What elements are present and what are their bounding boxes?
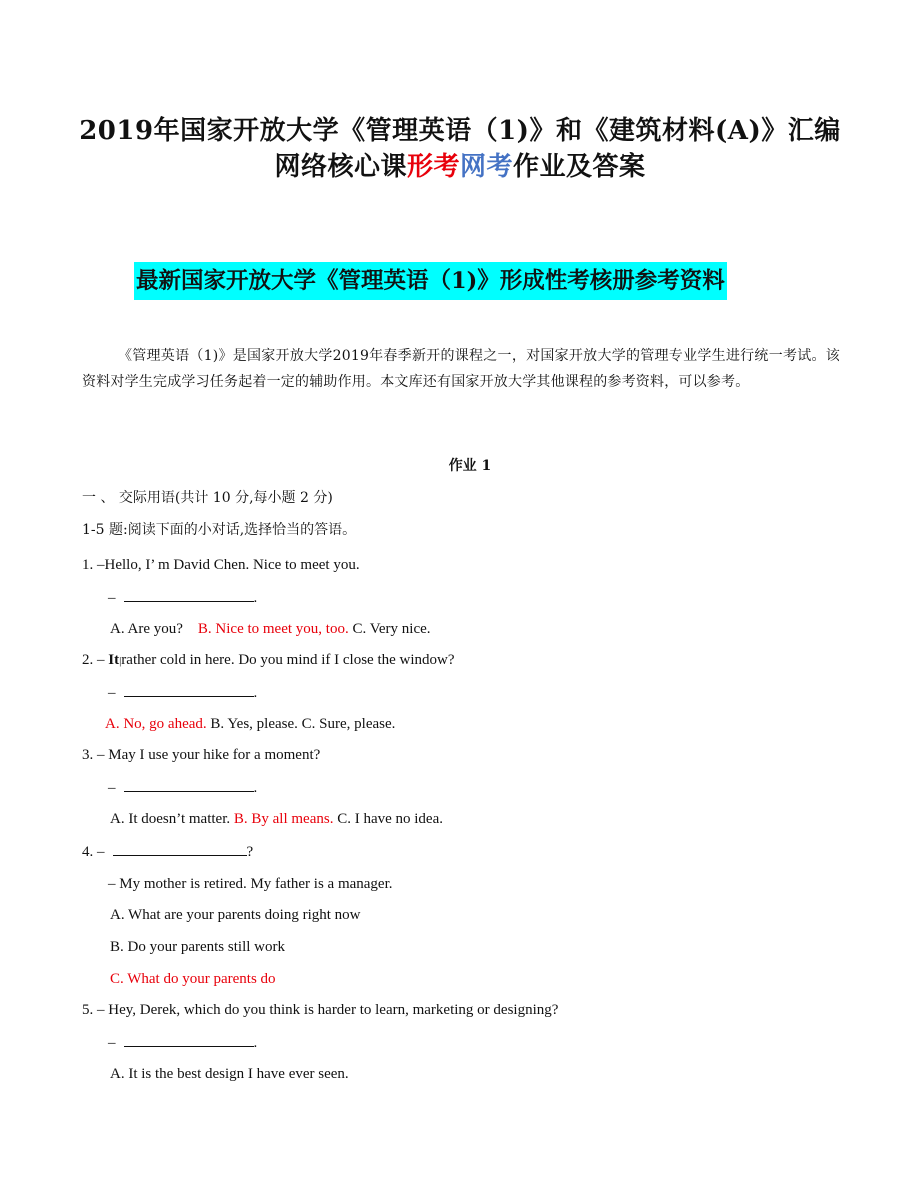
section-heading: 一 、 交际用语(共计 10 分,每小题 2 分) xyxy=(82,490,333,506)
question-5-option-a: A. It is the best design I have ever seen. xyxy=(110,1066,349,1082)
option-b: B. Yes, please. xyxy=(210,716,298,732)
option-c: C. I have no idea. xyxy=(337,811,444,827)
reply-period: . xyxy=(253,590,258,606)
question-4-reply: – My mother is retired. My father is a manager. xyxy=(108,876,393,892)
answer-blank xyxy=(124,1032,254,1047)
question-4-option-c-correct: C. What do your parents do xyxy=(110,971,276,987)
intro-paragraph: 《管理英语（1)》是国家开放大学2019年春季新开的课程之一，对国家开放大学的管理专业学生进行统一考试。该资料对学生完成学习任务起着一定的辅助作用。本文库还有国家开放大学其他课程的参考资料，可以参考。 xyxy=(82,348,840,390)
answer-blank xyxy=(124,587,254,602)
question-1: 1. –Hello, I’ m David Chen. Nice to meet you. xyxy=(82,557,360,573)
section-instruction: 1-5 题:阅读下面的小对话,选择恰当的答语。 xyxy=(82,522,357,538)
reply-dash: – xyxy=(108,1035,116,1051)
reply-dash: – xyxy=(108,590,116,606)
option-c: C. Sure, please. xyxy=(301,716,396,732)
question-5-reply xyxy=(108,1032,257,1053)
question-text: rather cold in here. Do you mind if I close the window? xyxy=(121,652,455,668)
title-part-post: 作业及答案 xyxy=(513,152,646,182)
question-bold-word: It xyxy=(108,652,120,668)
answer-blank xyxy=(124,777,254,792)
question-2: 2. – It|rather cold in here. Do you mind if I close the window? xyxy=(82,652,455,668)
option-a: A. Are you? xyxy=(110,621,183,637)
question-3-reply xyxy=(108,777,257,798)
question-1-reply xyxy=(108,587,257,608)
reply-dash: – xyxy=(108,685,116,701)
option-c: C. Very nice. xyxy=(352,621,431,637)
option-a-correct: A. No, go ahead. xyxy=(105,716,207,732)
question-4-option-a: A. What are your parents doing right now xyxy=(110,907,361,923)
title-part-pre: 网络核心课 xyxy=(274,152,407,182)
question-3-options xyxy=(110,809,443,829)
option-b-correct: B. Nice to meet you, too. xyxy=(197,621,349,637)
document-title-line1: 2019年国家开放大学《管理英语（1)》和《建筑材料(A)》汇编 xyxy=(79,116,841,146)
reply-dash: – xyxy=(108,780,116,796)
option-a: A. It doesn’t matter. xyxy=(110,811,231,827)
answer-blank xyxy=(113,841,247,856)
title-part-red: 形考 xyxy=(406,152,460,182)
highlighted-subtitle: 最新国家开放大学《管理英语（1)》形成性考核册参考资料 xyxy=(134,262,727,300)
question-number: 4. – xyxy=(82,844,105,860)
homework-title: 作业 1 xyxy=(448,458,492,474)
question-5: 5. – Hey, Derek, which do you think is harder to learn, marketing or designing? xyxy=(82,1002,559,1018)
option-b-correct: B. By all means. xyxy=(233,811,334,827)
question-4 xyxy=(82,841,253,862)
question-2-reply xyxy=(108,682,257,703)
reply-period: . xyxy=(253,685,258,701)
title-part-blue: 网考 xyxy=(460,152,514,182)
question-4-option-b: B. Do your parents still work xyxy=(110,939,285,955)
reply-period: . xyxy=(253,1035,258,1051)
answer-blank xyxy=(124,682,254,697)
reply-period: . xyxy=(253,780,258,796)
question-mark: ? xyxy=(246,844,254,860)
question-3: 3. – May I use your hike for a moment? xyxy=(82,747,321,763)
question-1-options xyxy=(110,619,431,639)
question-number: 2. – xyxy=(82,652,105,668)
question-2-options xyxy=(105,714,395,734)
document-title-line2 xyxy=(40,146,880,183)
